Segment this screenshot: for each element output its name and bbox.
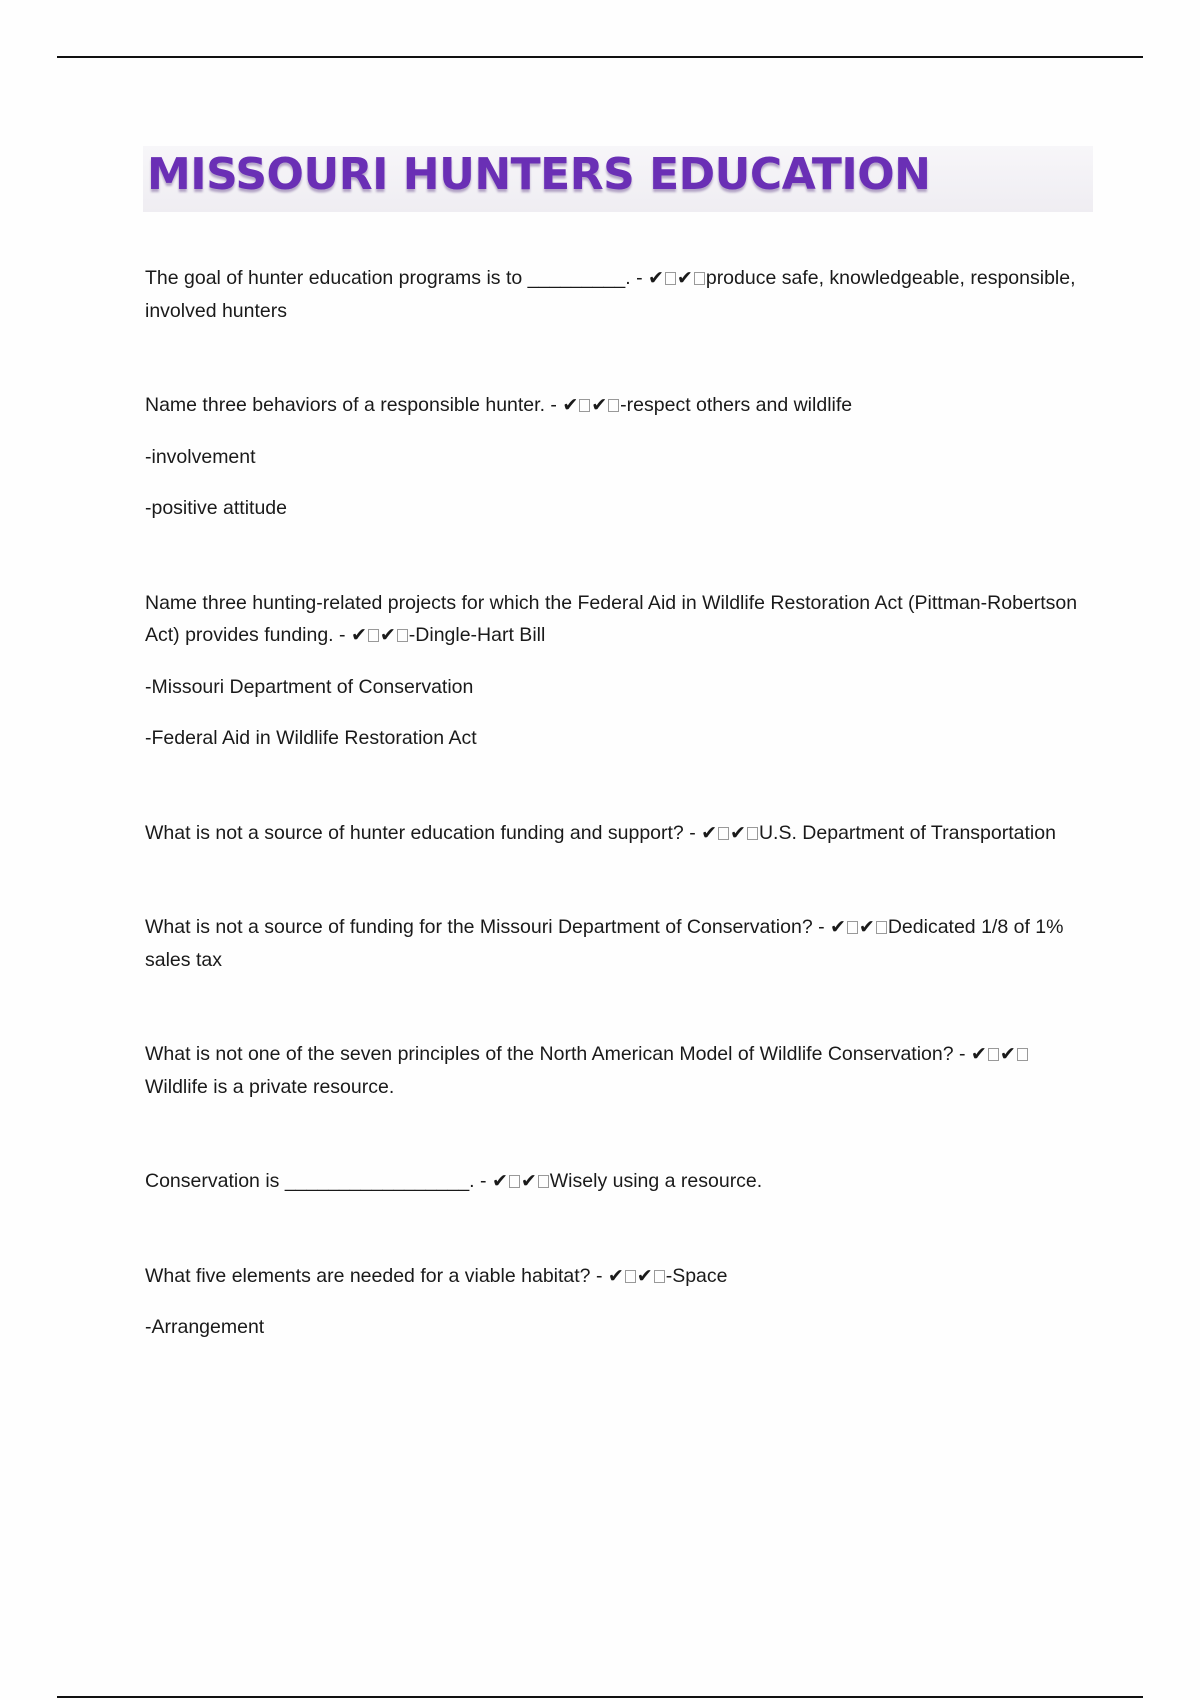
- checkmark-icon: ✔: [379, 624, 396, 646]
- question-text: Name three hunting-related projects for which the Federal Aid in Wildlife Restoration Act (Pittman-Robertson Act) provides funding. -: [145, 591, 1078, 646]
- missing-glyph-box-icon: [747, 827, 758, 840]
- checkmark-icon: ✔: [636, 1264, 653, 1287]
- qa-item: [145, 587, 1085, 755]
- qa-item: [145, 389, 1085, 525]
- question-text: What is not one of the seven principles of the North American Model of Wildlife Conservation? -: [145, 1043, 971, 1065]
- missing-glyph-box-icon: [718, 827, 729, 840]
- question-line: [145, 911, 1085, 976]
- checkmark-icon: ✔: [676, 267, 693, 289]
- checkmark-icon: ✔: [830, 916, 846, 938]
- missing-glyph-box-icon: [538, 1175, 549, 1188]
- answer-list-item: -Missouri Department of Conservation: [145, 675, 474, 698]
- checkmark-icon: ✔: [591, 394, 608, 416]
- checkmark-icon: ✔: [648, 267, 664, 289]
- document-title: MISSOURI HUNTERS EDUCATION: [147, 149, 931, 200]
- question-text: Conservation is _________________. -: [145, 1170, 492, 1192]
- missing-glyph-box-icon: [694, 272, 705, 285]
- question-line: [145, 389, 1085, 422]
- question-line: [145, 587, 1085, 652]
- qa-item: [145, 262, 1085, 327]
- checkmark-icon: ✔: [730, 821, 746, 844]
- missing-glyph-box-icon: [397, 629, 408, 642]
- checkmark-icon: ✔: [350, 624, 367, 646]
- missing-glyph-box-icon: [847, 921, 858, 934]
- qa-item: [145, 1165, 1085, 1198]
- answer-text: U.S. Department of Transportation: [758, 821, 1056, 844]
- missing-glyph-box-icon: [665, 272, 676, 285]
- missing-glyph-box-icon: [654, 1270, 665, 1283]
- answer-text: produce safe, knowledgeable, responsible, involved hunters: [145, 267, 1076, 322]
- answer-list-item: -Arrangement: [145, 1316, 265, 1338]
- answer-text: -respect others and wildlife: [620, 394, 853, 416]
- qa-item: [145, 1260, 1085, 1344]
- qa-item: [145, 817, 1085, 850]
- checkmark-icon: ✔: [607, 1264, 624, 1287]
- answer-list-item: -Federal Aid in Wildlife Restoration Act: [145, 727, 477, 749]
- question-text: What five elements are needed for a viable habitat? -: [145, 1264, 608, 1287]
- answer-list-item: -positive attitude: [145, 497, 287, 519]
- answer-text: -Space: [665, 1264, 728, 1287]
- missing-glyph-box-icon: [625, 1270, 636, 1283]
- checkmark-icon: ✔: [562, 394, 579, 416]
- bottom-rule: [57, 1696, 1143, 1698]
- question-line: [145, 1165, 1085, 1198]
- answer-text: Wisely using a resource.: [549, 1170, 763, 1192]
- answer-list-item: -involvement: [145, 445, 256, 468]
- missing-glyph-box-icon: [509, 1175, 520, 1188]
- missing-glyph-box-icon: [368, 629, 379, 642]
- question-line: [145, 1038, 1085, 1103]
- checkmark-icon: ✔: [999, 1043, 1016, 1065]
- checkmark-icon: ✔: [970, 1043, 987, 1065]
- qa-item: [145, 1038, 1085, 1103]
- answer-text: Dedicated 1/8 of 1% sales tax: [145, 916, 1064, 971]
- top-rule: [57, 56, 1143, 58]
- checkmark-icon: ✔: [858, 916, 875, 938]
- title-banner: [143, 146, 1093, 212]
- missing-glyph-box-icon: [988, 1048, 999, 1061]
- question-text: The goal of hunter education programs is to _________. -: [145, 267, 648, 289]
- missing-glyph-box-icon: [608, 399, 619, 412]
- question-text: What is not a source of hunter education funding and support? -: [145, 821, 702, 844]
- qa-list: [145, 262, 1085, 1344]
- missing-glyph-box-icon: [876, 921, 887, 934]
- question-text: Name three behaviors of a responsible hunter. -: [145, 394, 563, 416]
- missing-glyph-box-icon: [1017, 1048, 1028, 1061]
- checkmark-icon: ✔: [701, 821, 718, 844]
- qa-item: [145, 911, 1085, 976]
- question-text: What is not a source of funding for the Missouri Department of Conservation? -: [145, 916, 830, 938]
- question-line: [145, 262, 1085, 327]
- checkmark-icon: ✔: [520, 1170, 537, 1192]
- answer-text: -Dingle-Hart Bill: [408, 624, 546, 646]
- checkmark-icon: ✔: [491, 1170, 508, 1192]
- question-line: [145, 1260, 1085, 1293]
- answer-text: Wildlife is a private resource.: [145, 1075, 395, 1098]
- missing-glyph-box-icon: [579, 399, 590, 412]
- question-line: [145, 817, 1085, 850]
